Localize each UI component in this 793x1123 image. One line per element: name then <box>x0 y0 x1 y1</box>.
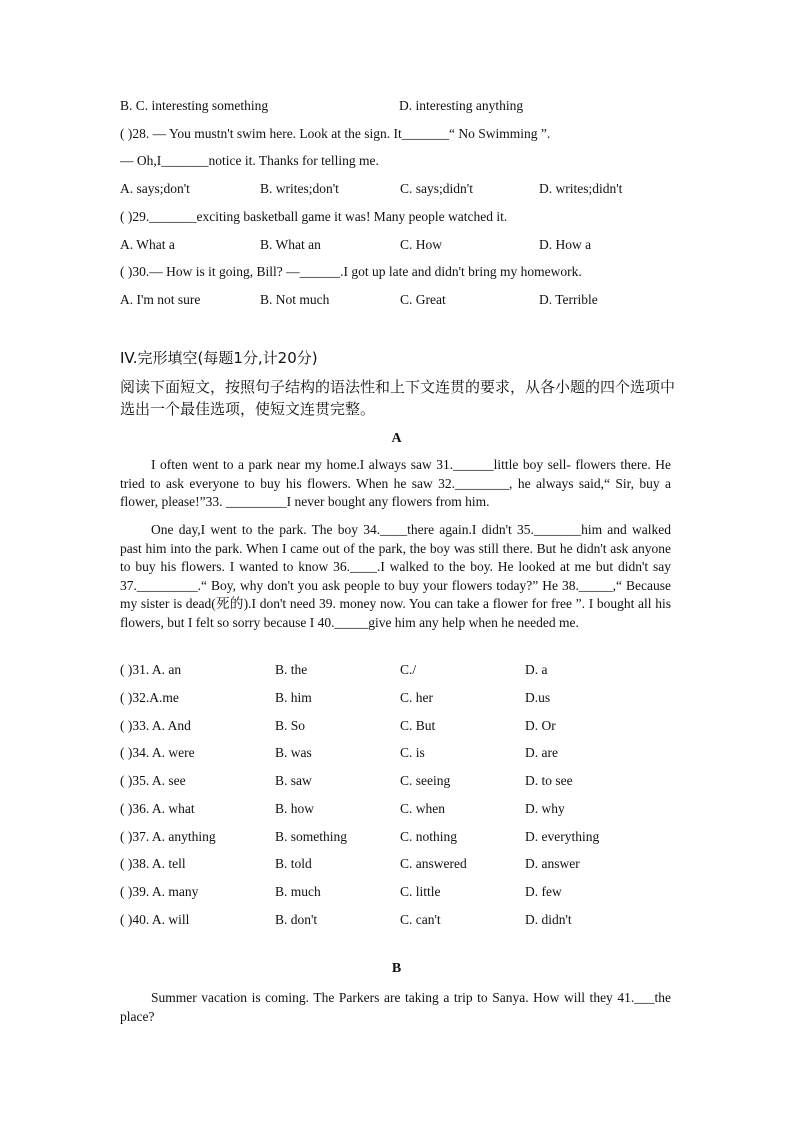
option-b: B. him <box>275 690 312 705</box>
question-number: ( )32.A.me <box>120 690 179 705</box>
option-d: D. few <box>525 884 562 899</box>
option-b: B. how <box>275 801 315 816</box>
option-d: D. answer <box>525 856 580 871</box>
option-d: D. to see <box>525 773 573 788</box>
q28-option-b: B. writes;don't <box>260 181 339 196</box>
option-c: C. when <box>400 801 445 816</box>
q30-option-b: B. Not much <box>260 292 330 307</box>
q29-option-a: A. What a <box>120 237 175 252</box>
q28-option-c: C. says;didn't <box>400 181 473 196</box>
question-row <box>120 744 680 762</box>
q27-option-c: B. C. interesting something <box>120 98 269 113</box>
passage-b-paragraph-1: Summer vacation is coming. The Parkers are taking a trip to Sanya. How will they 41.___the place? <box>120 990 671 1024</box>
option-b: B. told <box>275 856 312 871</box>
option-c: C. answered <box>400 856 467 871</box>
option-d: D. Or <box>525 718 556 733</box>
passage-a-label: A <box>391 431 402 446</box>
q30-option-d: D. Terrible <box>539 292 598 307</box>
question-number: ( )33. A. And <box>120 718 191 733</box>
question-number: ( )31. A. an <box>120 662 182 677</box>
passage-b-label: B <box>391 961 402 976</box>
question-row <box>120 883 680 901</box>
option-d: D. everything <box>525 829 600 844</box>
option-b: B. something <box>275 829 348 844</box>
question-row <box>120 828 680 846</box>
question-number: ( )39. A. many <box>120 884 199 899</box>
question-number: ( )36. A. what <box>120 801 195 816</box>
option-b: B. was <box>275 745 312 760</box>
option-b: B. saw <box>275 773 312 788</box>
option-b: B. don't <box>275 912 318 927</box>
option-d: D. are <box>525 745 558 760</box>
option-c: C. her <box>400 690 433 705</box>
question-number: ( )34. A. were <box>120 745 195 760</box>
option-c: C. seeing <box>400 773 451 788</box>
option-b: B. So <box>275 718 306 733</box>
passage-a-paragraph-1: I often went to a park near my home.I always saw 31.______little boy sell- flowers there. He tried to ask everyone to buy his flowers. When he saw 32.________, he always said,“ Sir, buy a flower, please!”33. _________I never bought any flowers from him. <box>120 457 671 509</box>
section-heading: IV.完形填空(每题1分,计20分) <box>120 349 318 367</box>
question-number: ( )35. A. see <box>120 773 186 788</box>
q29-option-b: B. What an <box>260 237 321 252</box>
question-row <box>120 717 680 735</box>
question-row <box>120 911 680 929</box>
question-row <box>120 661 680 679</box>
question-row <box>120 772 680 790</box>
q30-stem: ( )30.— How is it going, Bill? —______.I got up late and didn't bring my homework. <box>120 264 582 279</box>
section-instruction: 阅读下面短文，按照句子结构的语法性和上下文连贯的要求，从各小题的四个选项中选出一个最佳选项，使短文连贯完整。 <box>120 378 676 418</box>
option-c: C. is <box>400 745 425 760</box>
option-c: C. can't <box>400 912 441 927</box>
q28-option-d: D. writes;didn't <box>539 181 623 196</box>
q27-option-d: D. interesting anything <box>399 98 524 113</box>
question-number: ( )38. A. tell <box>120 856 186 871</box>
option-b: B. much <box>275 884 321 899</box>
option-d: D. why <box>525 801 565 816</box>
q29-stem: ( )29._______exciting basketball game it was! Many people watched it. <box>120 209 508 224</box>
question-row <box>120 855 680 873</box>
q28-stem: ( )28. — You mustn't swim here. Look at the sign. It_______“ No Swimming ”. <box>120 126 551 141</box>
q30-option-a: A. I'm not sure <box>120 292 201 307</box>
option-c: C. nothing <box>400 829 458 844</box>
question-number: ( )40. A. will <box>120 912 190 927</box>
q28-option-a: A. says;don't <box>120 181 190 196</box>
option-d: D. a <box>525 662 548 677</box>
q29-option-c: C. How <box>400 237 443 252</box>
option-c: C./ <box>400 662 417 677</box>
question-number: ( )37. A. anything <box>120 829 216 844</box>
question-row <box>120 689 680 707</box>
option-d: D. didn't <box>525 912 572 927</box>
q29-option-d: D. How a <box>539 237 592 252</box>
q28-stem-reply: — Oh,I_______notice it. Thanks for telling me. <box>120 153 379 168</box>
option-c: C. little <box>400 884 441 899</box>
q30-option-c: C. Great <box>400 292 446 307</box>
question-row <box>120 800 680 818</box>
option-b: B. the <box>275 662 308 677</box>
passage-a-paragraph-2: One day,I went to the park. The boy 34.____there again.I didn't 35._______him and walked past him into the park. When I came out of the park, the boy was still there. But he didn't ask anyone to buy his flowers. I wanted to know 36.____.I walked to the boy. He looked at me but didn't say 37._________.“ Boy, why don't you ask people to buy your flowers today?” He 38._____,“ Because my sister is dead(死的).I don't need 39. money now. You can take a flower for free ”. I bought all his flowers, but I felt so sorry because I 40._____give him any help when he needed me. <box>120 522 671 630</box>
option-d: D.us <box>525 690 551 705</box>
option-c: C. But <box>400 718 436 733</box>
